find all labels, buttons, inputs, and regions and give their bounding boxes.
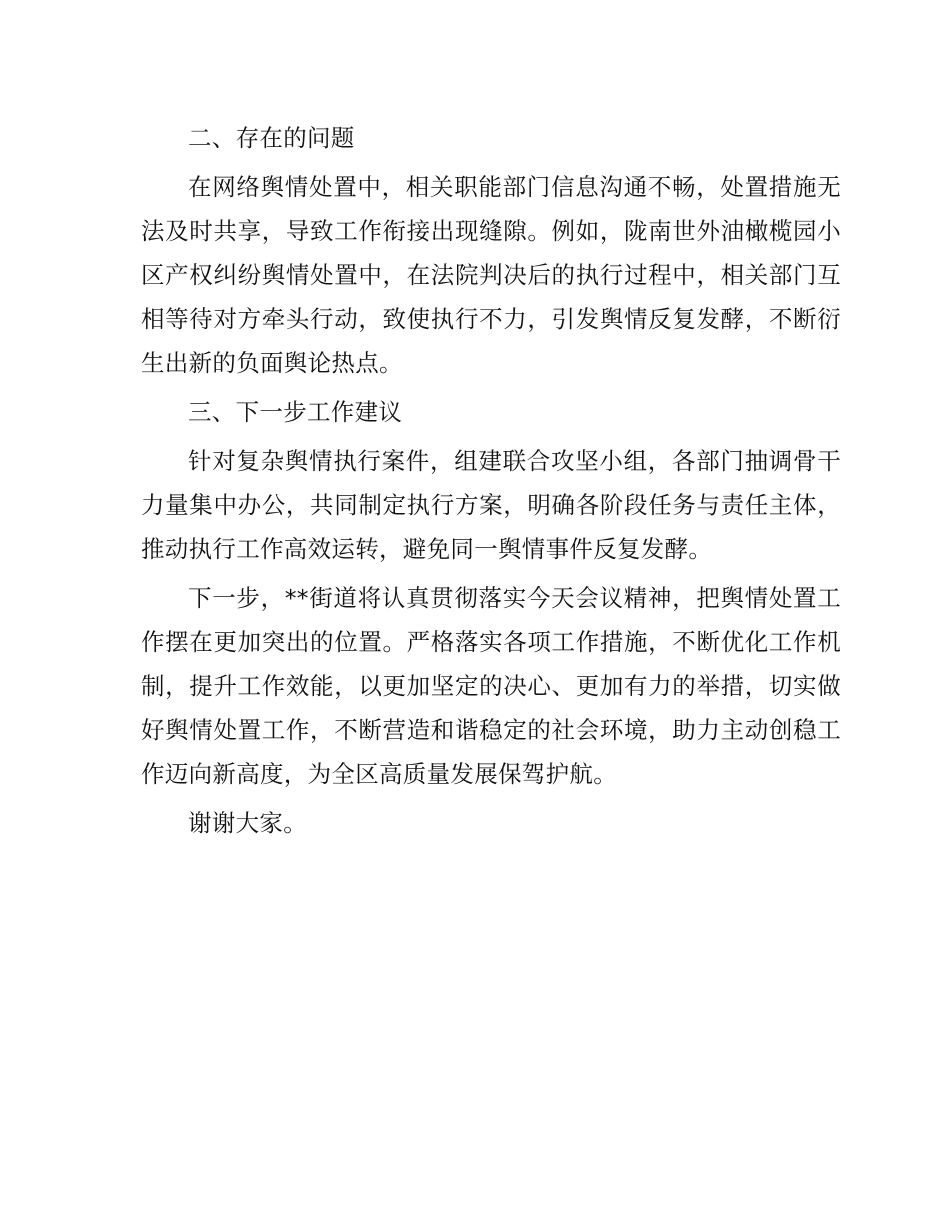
paragraph-closing: 谢谢大家。	[188, 809, 307, 837]
paragraph-suggestions: 针对复杂舆情执行案件，组建联合攻坚小组，各部门抽调骨干力量集中办公，共同制定执行方案，明确各阶段任务与责任主体，推动执行工作高效运转，避免同一舆情事件反复发酵。	[141, 447, 841, 563]
section-heading-next-steps: 三、下一步工作建议	[188, 398, 403, 426]
document-body	[141, 116, 841, 850]
paragraph-next-step: 下一步，**街道将认真贯彻落实今天会议精神，把舆情处置工作摆在更加突出的位置。严格落实各项工作措施，不断优化工作机制，提升工作效能，以更加坚定的决心、更加有力的举措，切实做好舆情处置工作，不断营造和谐稳定的社会环境，助力主动创稳工作迈向新高度，为全区高质量发展保驾护航。	[141, 584, 841, 788]
paragraph-problems: 在网络舆情处置中，相关职能部门信息沟通不畅，处置措施无法及时共享，导致工作衔接出现缝隙。例如，陇南世外油橄榄园小区产权纠纷舆情处置中，在法院判决后的执行过程中，相关部门互相等待对方牵头行动，致使执行不力，引发舆情反复发酵，不断衍生出新的负面舆论热点。	[141, 173, 841, 377]
section-heading-problems: 二、存在的问题	[188, 124, 355, 152]
